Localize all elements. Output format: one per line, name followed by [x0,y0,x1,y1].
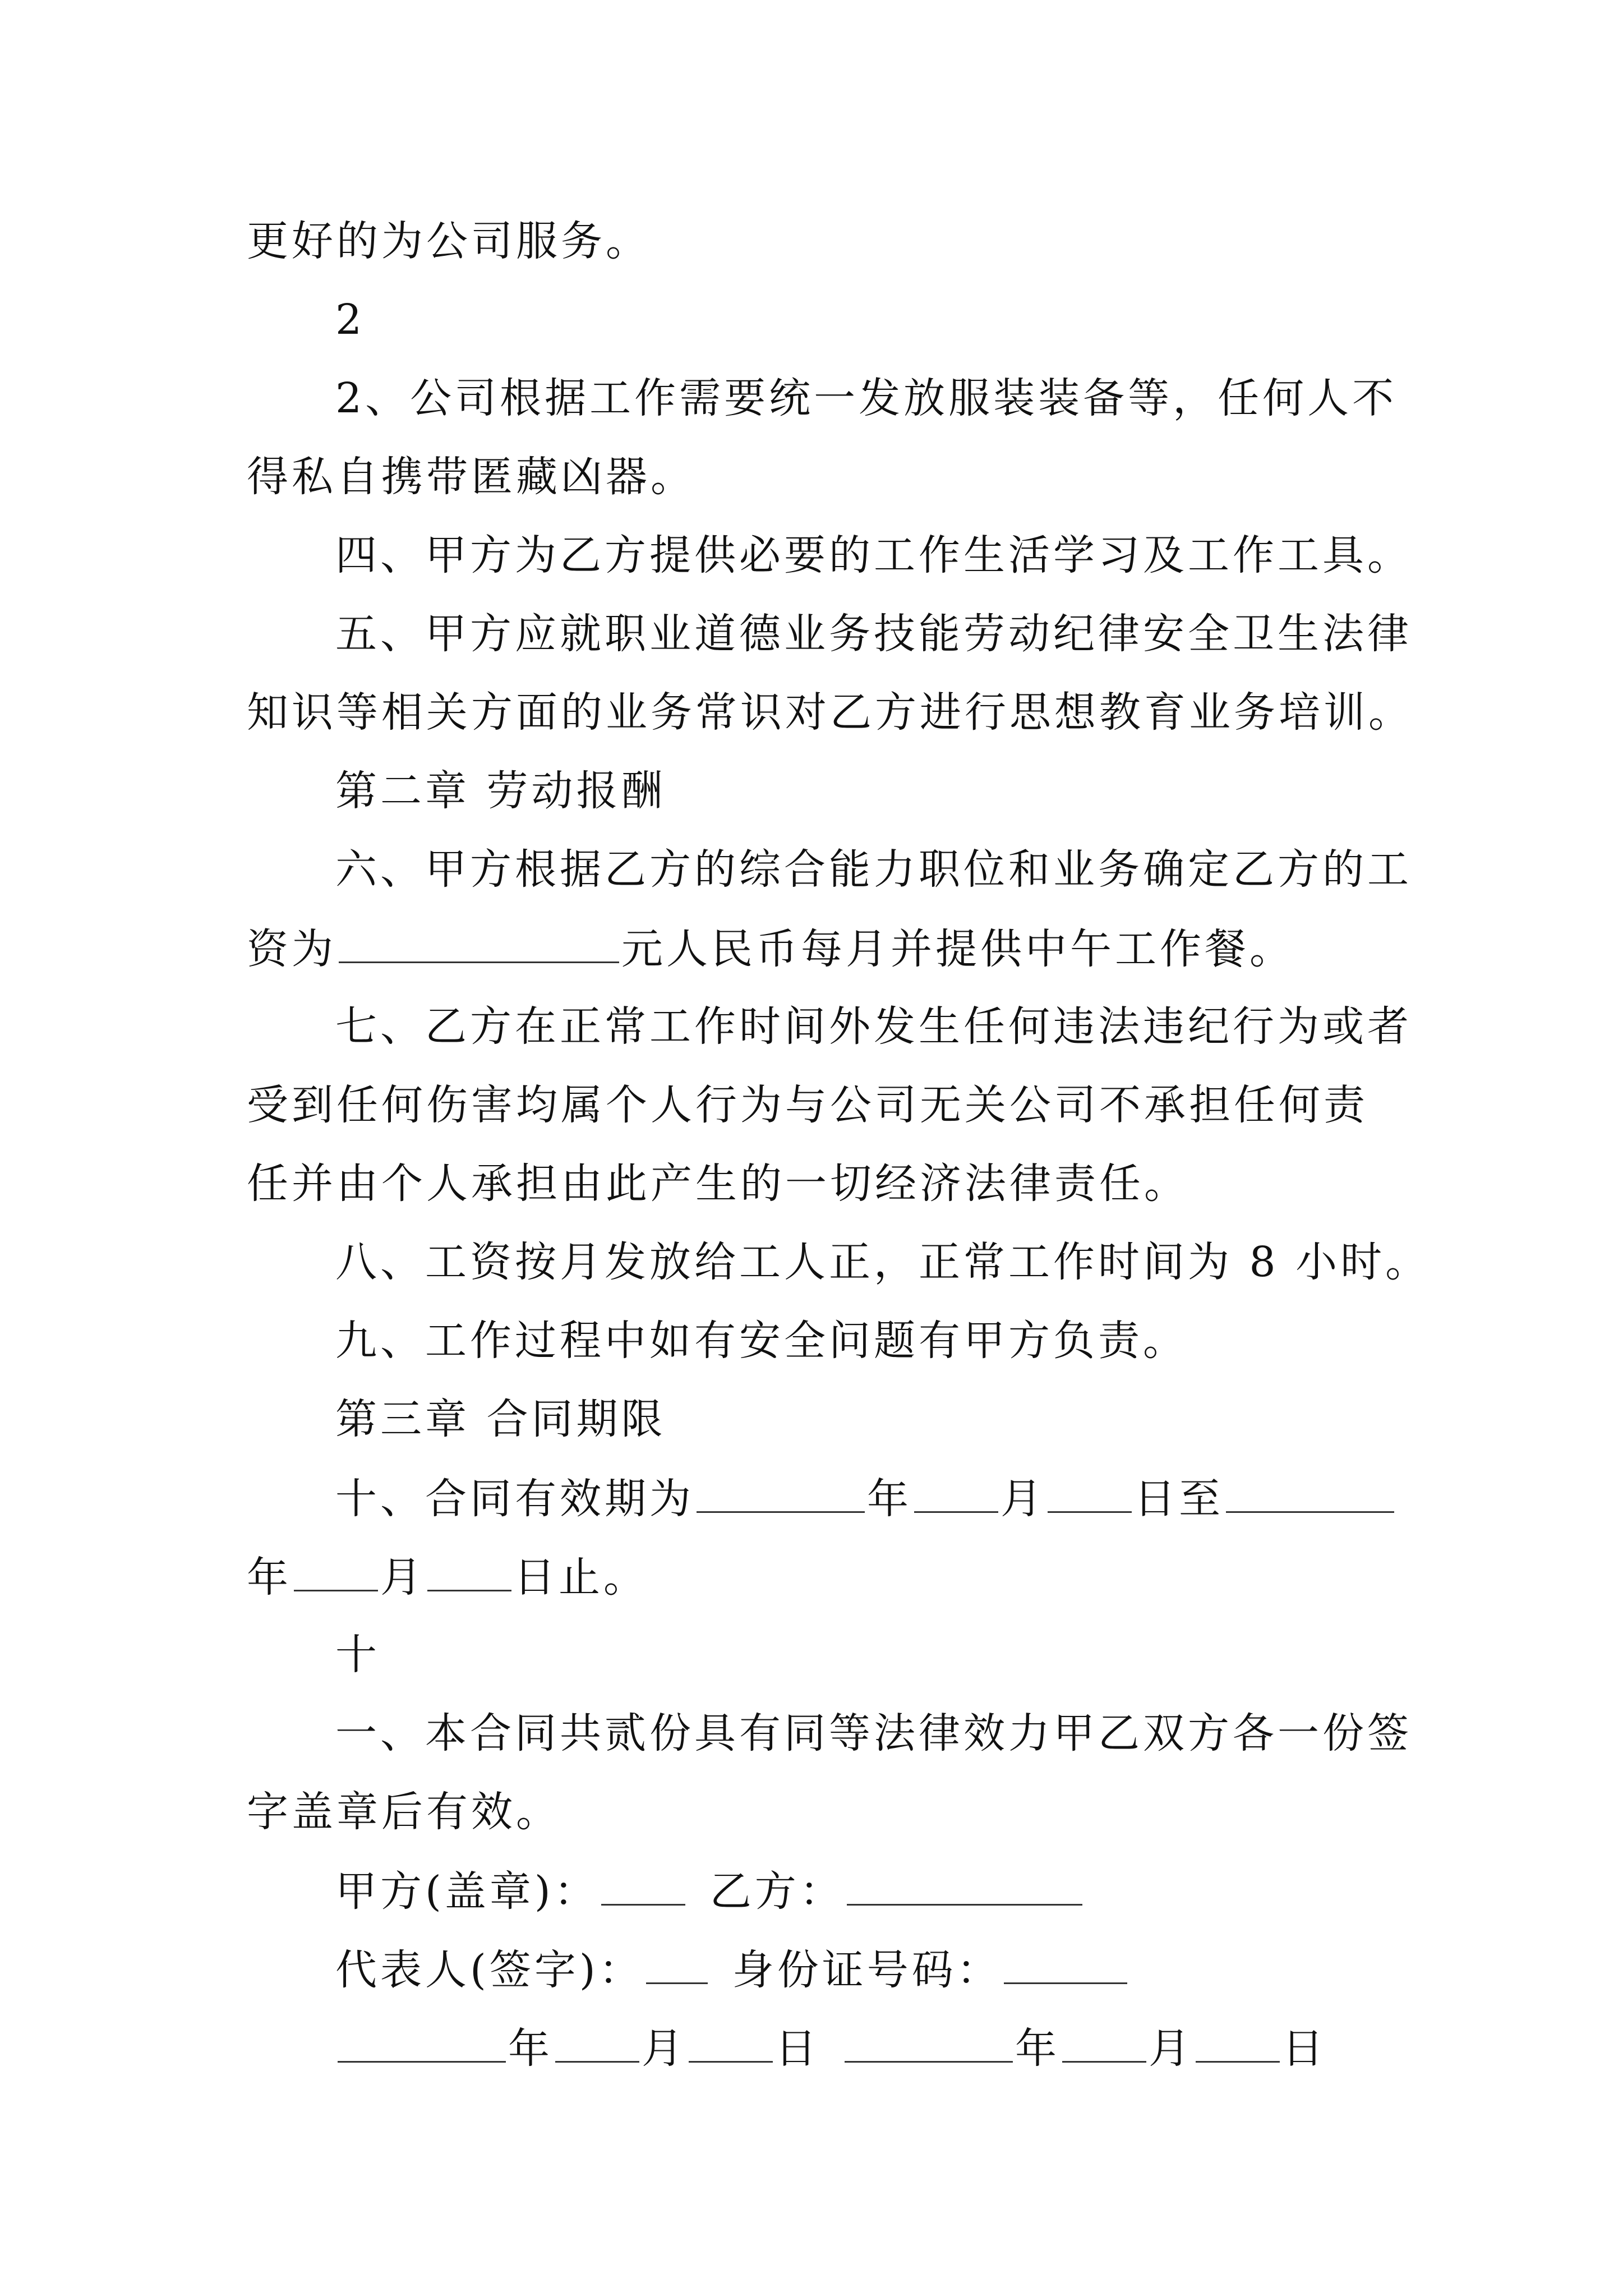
paragraph-line: 知识等相关方面的业务常识对乙方进行思想教育业务培训。 [247,688,1413,737]
end-year-blank[interactable] [1226,1470,1394,1513]
paragraph-line: 一、本合同共贰份具有同等法律效力甲乙双方各一份签 [335,1709,1412,1757]
paragraph-line: 八、工资按月发放给工人正，正常工作时间为 8 小时。 [335,1238,1431,1286]
id-number-blank[interactable] [1004,1941,1127,1984]
year-label: 年 [508,2024,553,2073]
paragraph-line: 十 [335,1631,380,1679]
sign-month-a-blank[interactable] [555,2019,639,2063]
year-label: 年 [1015,2024,1060,2073]
paragraph-line: 九、工作过程中如有安全问题有甲方负责。 [335,1317,1188,1365]
salary-blank[interactable] [339,920,619,963]
year-label: 年 [867,1475,912,1523]
party-a-blank[interactable] [601,1862,685,1906]
start-year-blank[interactable] [697,1470,865,1513]
salary-suffix: 元人民币每月并提供中午工作餐。 [621,925,1294,973]
representative-label: 代表人(签字)： [335,1946,644,1994]
date-line [335,2019,1327,2077]
day-to-label: 日至 [1134,1475,1224,1523]
paragraph-line: 七、乙方在正常工作时间外发生任何违法违纪行为或者 [335,1002,1412,1051]
paragraph-line: 五、甲方应就职业道德业务技能劳动纪律安全卫生法律 [335,610,1412,658]
end-day-blank[interactable] [427,1548,511,1591]
paragraph-line [247,1548,648,1605]
party-b-blank[interactable] [847,1862,1082,1906]
salary-label: 资为 [247,925,336,973]
year-label: 年 [247,1553,292,1602]
month-label: 月 [1000,1475,1045,1523]
month-label: 月 [1149,2024,1193,2073]
end-month-blank[interactable] [294,1548,378,1591]
start-day-blank[interactable] [1048,1470,1132,1513]
chapter-heading: 第三章 合同期限 [335,1395,666,1443]
sign-year-b-blank[interactable] [845,2019,1013,2063]
representative-blank[interactable] [646,1941,708,1984]
paragraph-line: 2、公司根据工作需要统一发放服装装备等，任何人不 [335,374,1398,422]
paragraph-line: 四、甲方为乙方提供必要的工作生活学习及工作工具。 [335,531,1412,579]
party-a-label: 甲方(盖章)： [335,1867,599,1916]
start-month-blank[interactable] [914,1470,998,1513]
paragraph-line: 六、甲方根据乙方的综合能力职位和业务确定乙方的工 [335,845,1412,894]
paragraph-line: 字盖章后有效。 [247,1788,561,1836]
term-label: 十、合同有效期为 [335,1475,694,1523]
sign-day-b-blank[interactable] [1196,2019,1280,2063]
sign-day-a-blank[interactable] [689,2019,773,2063]
day-label: 日 [1282,2024,1327,2073]
sign-month-b-blank[interactable] [1062,2019,1146,2063]
paragraph-line: 得私自携带匿藏凶器。 [247,453,695,501]
day-label: 日 [775,2024,820,2073]
month-label: 月 [380,1553,425,1602]
paragraph-line [247,920,1294,977]
paragraph-line: 受到任何伤害均属个人行为与公司无关公司不承担任何责 [247,1081,1368,1129]
paragraph-line: 任并由个人承担由此产生的一切经济法律责任。 [247,1159,1189,1208]
page-number-marker: 2 [335,296,366,344]
signature-line [335,1862,1085,1920]
paragraph-line [335,1470,1396,1527]
sign-year-a-blank[interactable] [338,2019,506,2063]
month-label: 月 [642,2024,686,2073]
chapter-heading: 第二章 劳动报酬 [335,767,666,815]
id-number-label: 身份证号码： [732,1946,1002,1994]
party-b-label: 乙方： [709,1867,845,1916]
paragraph-line: 更好的为公司服务。 [247,217,651,265]
signature-line [335,1941,1129,1998]
day-end-label: 日止。 [514,1553,648,1602]
